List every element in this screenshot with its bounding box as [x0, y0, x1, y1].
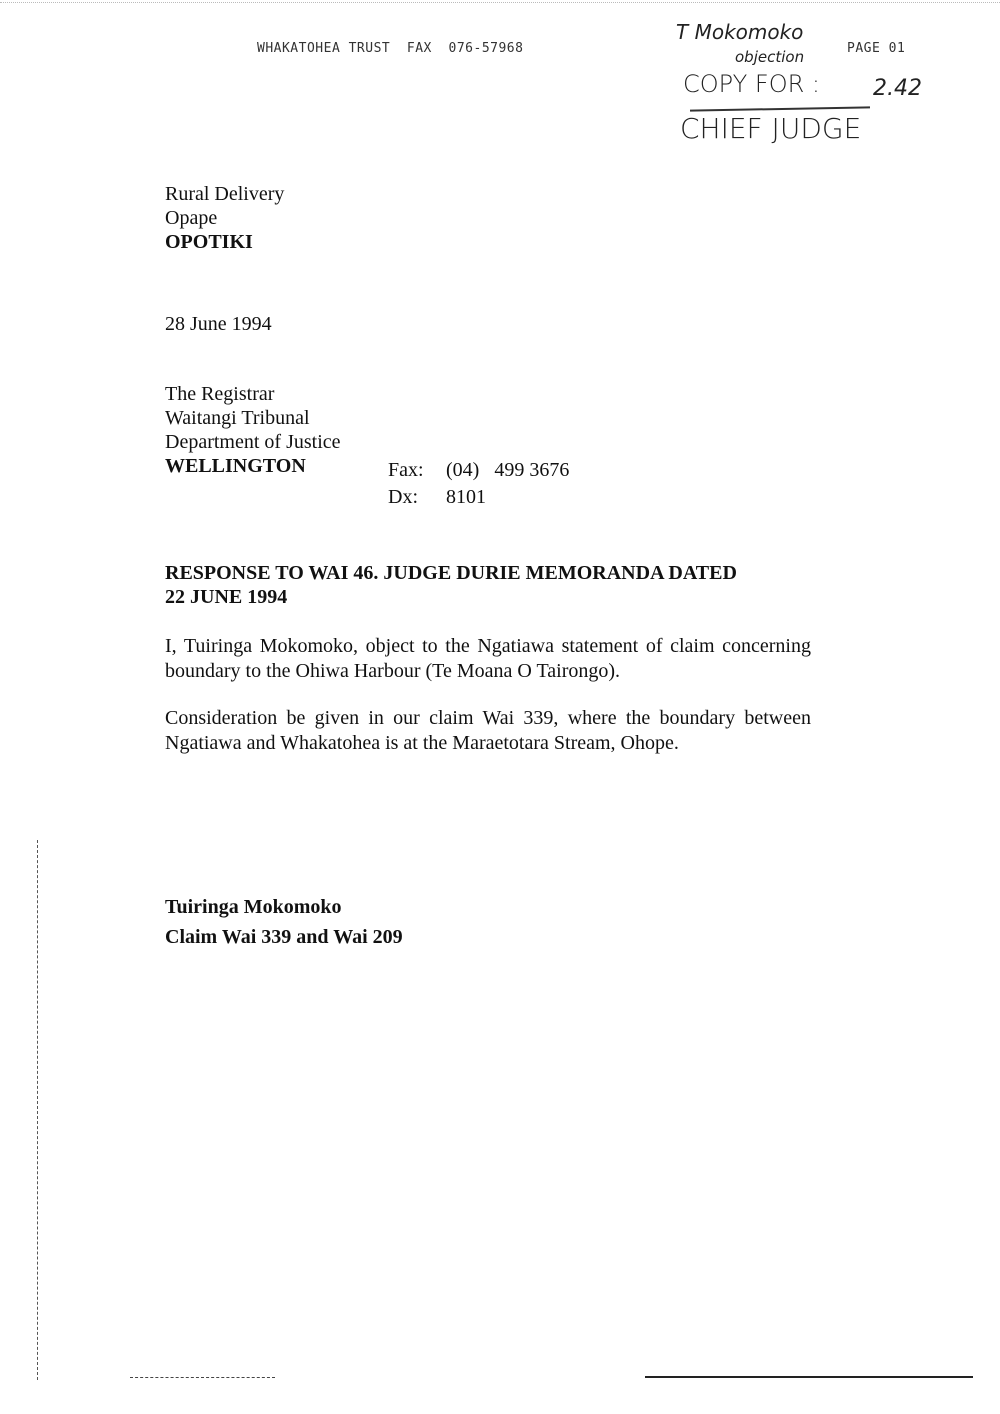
recipient-line: Waitangi Tribunal: [165, 407, 310, 429]
address-town: OPOTIKI: [165, 231, 253, 253]
fax-header-page: PAGE 01: [847, 41, 906, 56]
handwritten-number: 2.42: [873, 76, 922, 101]
dx-label: Dx:: [388, 486, 418, 508]
handwritten-objection: objection: [735, 48, 805, 66]
handwritten-chief-judge: CHIEF JUDGE: [680, 112, 862, 145]
fax-label: Fax:: [388, 459, 424, 481]
recipient-address: [165, 382, 341, 478]
signature-block: [165, 895, 403, 949]
recipient-line: The Registrar: [165, 383, 275, 405]
sender-address: [165, 182, 284, 254]
address-line: Rural Delivery: [165, 183, 285, 205]
fax-number: (04) 499 3676: [446, 459, 570, 481]
signature-name: Tuiringa Mokomoko: [165, 896, 342, 918]
footer-line-left: [130, 1377, 275, 1378]
handwritten-underline: [690, 106, 870, 111]
handwritten-copy-for: COPY FOR :: [683, 70, 820, 98]
handwritten-name: T Mokomoko: [676, 20, 804, 44]
dx-number: 8101: [446, 486, 486, 508]
address-line: Opape: [165, 207, 218, 229]
fax-header-sender: WHAKATOHEA TRUST FAX 076-57968: [257, 41, 524, 56]
fax-edge-line: [0, 2, 1000, 7]
body-paragraph: Consideration be given in our claim Wai 339, where the boundary between Ngatiawa and Whakatohea is at the Maraetotara Stream, Ohope.: [165, 707, 811, 754]
scan-edge-line: [37, 840, 38, 1380]
signature-claim: Claim Wai 339 and Wai 209: [165, 926, 403, 948]
subject-heading: [165, 561, 737, 609]
recipient-city: WELLINGTON: [165, 455, 306, 477]
footer-line-right: [645, 1376, 973, 1378]
letter-date: 28 June 1994: [165, 313, 272, 335]
recipient-line: Department of Justice: [165, 431, 341, 453]
body-paragraph: I, Tuiringa Mokomoko, object to the Ngatiawa statement of claim concerning boundary to the Ohiwa Harbour (Te Moana O Tairongo).: [165, 635, 811, 682]
subject-line: 22 JUNE 1994: [165, 586, 288, 608]
subject-line: RESPONSE TO WAI 46. JUDGE DURIE MEMORANDA DATED: [165, 562, 737, 584]
